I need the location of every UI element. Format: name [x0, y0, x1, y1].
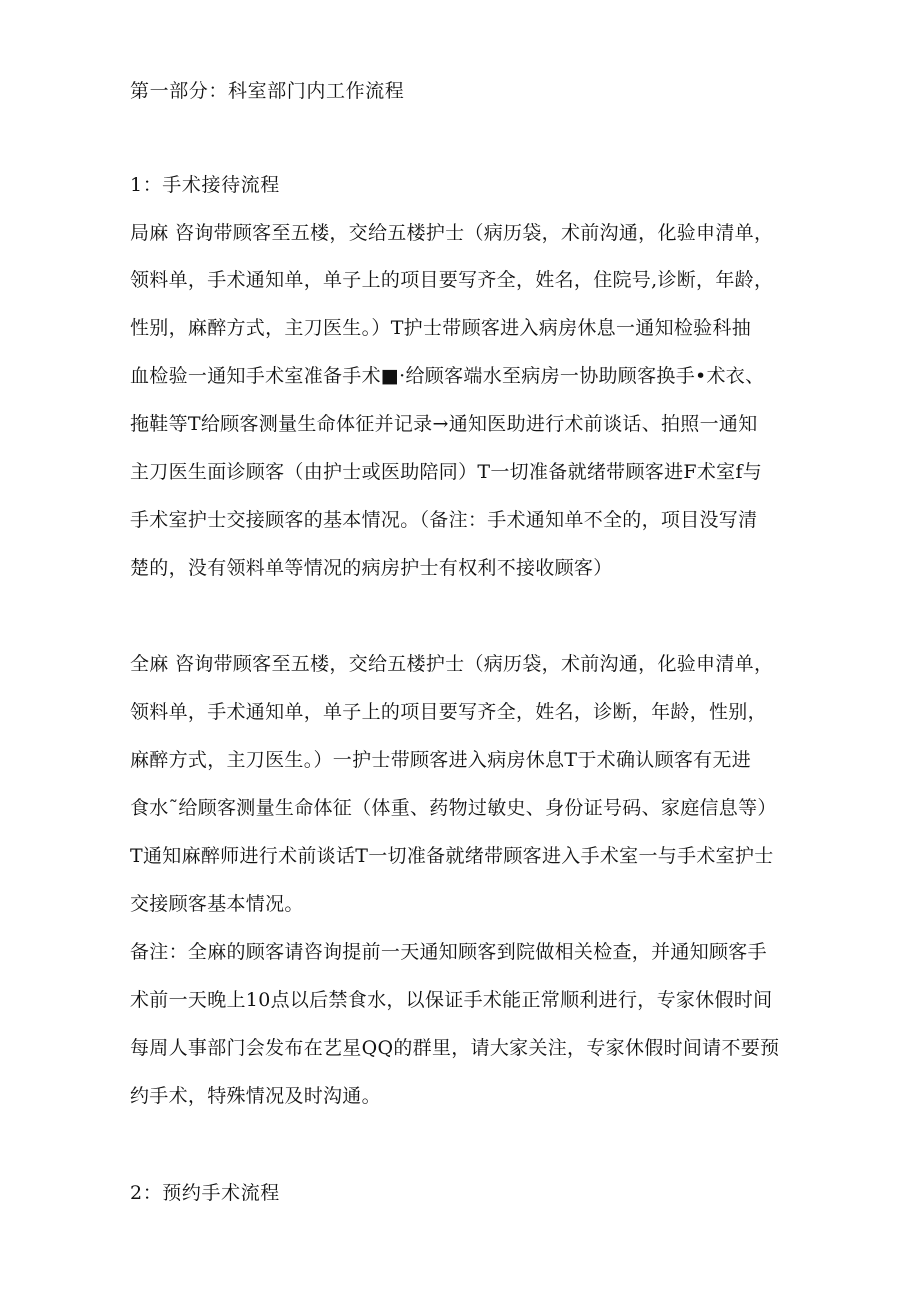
remark-line-3: 每周人事部门会发布在艺星QQ的群里，请大家关注，专家休假时间请不要预	[130, 1037, 780, 1059]
part-title: 第一部分：科室部门内工作流程	[130, 80, 405, 102]
general-anesthesia-line-3: 麻醉方式，主刀医生。）一护士带顾客进入病房休息T于术确认顾客有无进	[130, 749, 752, 771]
local-anesthesia-line-3: 性别，麻醉方式，主刀医生。）T护士带顾客进入病房休息一通知检验科抽	[130, 317, 752, 339]
general-anesthesia-line-2: 领料单，手术通知单，单子上的项目要写齐全，姓名，诊断，年龄，性别，	[130, 701, 767, 723]
general-anesthesia-line-6: 交接顾客基本情况。	[130, 893, 304, 915]
local-anesthesia-line-1: 局麻 咨询带顾客至五楼，交给五楼护士（病历袋，术前沟通，化验申清单，	[130, 222, 774, 244]
general-anesthesia-line-4: 食水˜给顾客测量生命体征（体重、药物过敏史、身份证号码、家庭信息等）	[130, 797, 777, 819]
remark-line-4: 约手术，特殊情况及时沟通。	[130, 1085, 381, 1107]
local-anesthesia-line-4: 血检验一通知手术室准备手术■·给顾客端水至病房一协助顾客换手•术衣、	[130, 365, 765, 387]
local-anesthesia-line-8: 楚的，没有领料单等情况的病房护士有权利不接收顾客）	[130, 557, 613, 579]
section-1-heading: 1：手术接待流程	[130, 174, 280, 196]
general-anesthesia-line-5: T通知麻醉师进行术前谈话T一切准备就绪带顾客进入手术室一与手术室护士	[130, 845, 774, 867]
local-anesthesia-line-6: 主刀医生面诊顾客（由护士或医助陪同）T一切准备就绪带顾客进F术室f与	[130, 461, 763, 483]
remark-line-2: 术前一天晚上10点以后禁食水，以保证手术能正常顺利进行，专家休假时间	[130, 989, 773, 1011]
local-anesthesia-line-2: 领料单，手术通知单，单子上的项目要写齐全，姓名，住院号,诊断，年龄，	[130, 269, 774, 291]
local-anesthesia-line-5: 拖鞋等T给顾客测量生命体征并记录→通知医助进行术前谈话、拍照一通知	[130, 413, 758, 435]
general-anesthesia-line-1: 全麻 咨询带顾客至五楼，交给五楼护士（病历袋，术前沟通，化验申清单，	[130, 653, 774, 675]
section-2-heading: 2：预约手术流程	[130, 1182, 280, 1204]
local-anesthesia-line-7: 手术室护士交接顾客的基本情况。（备注：手术通知单不全的，项目没写清	[130, 509, 758, 531]
remark-line-1: 备注：全麻的顾客请咨询提前一天通知顾客到院做相关检查，并通知顾客手	[130, 941, 767, 963]
